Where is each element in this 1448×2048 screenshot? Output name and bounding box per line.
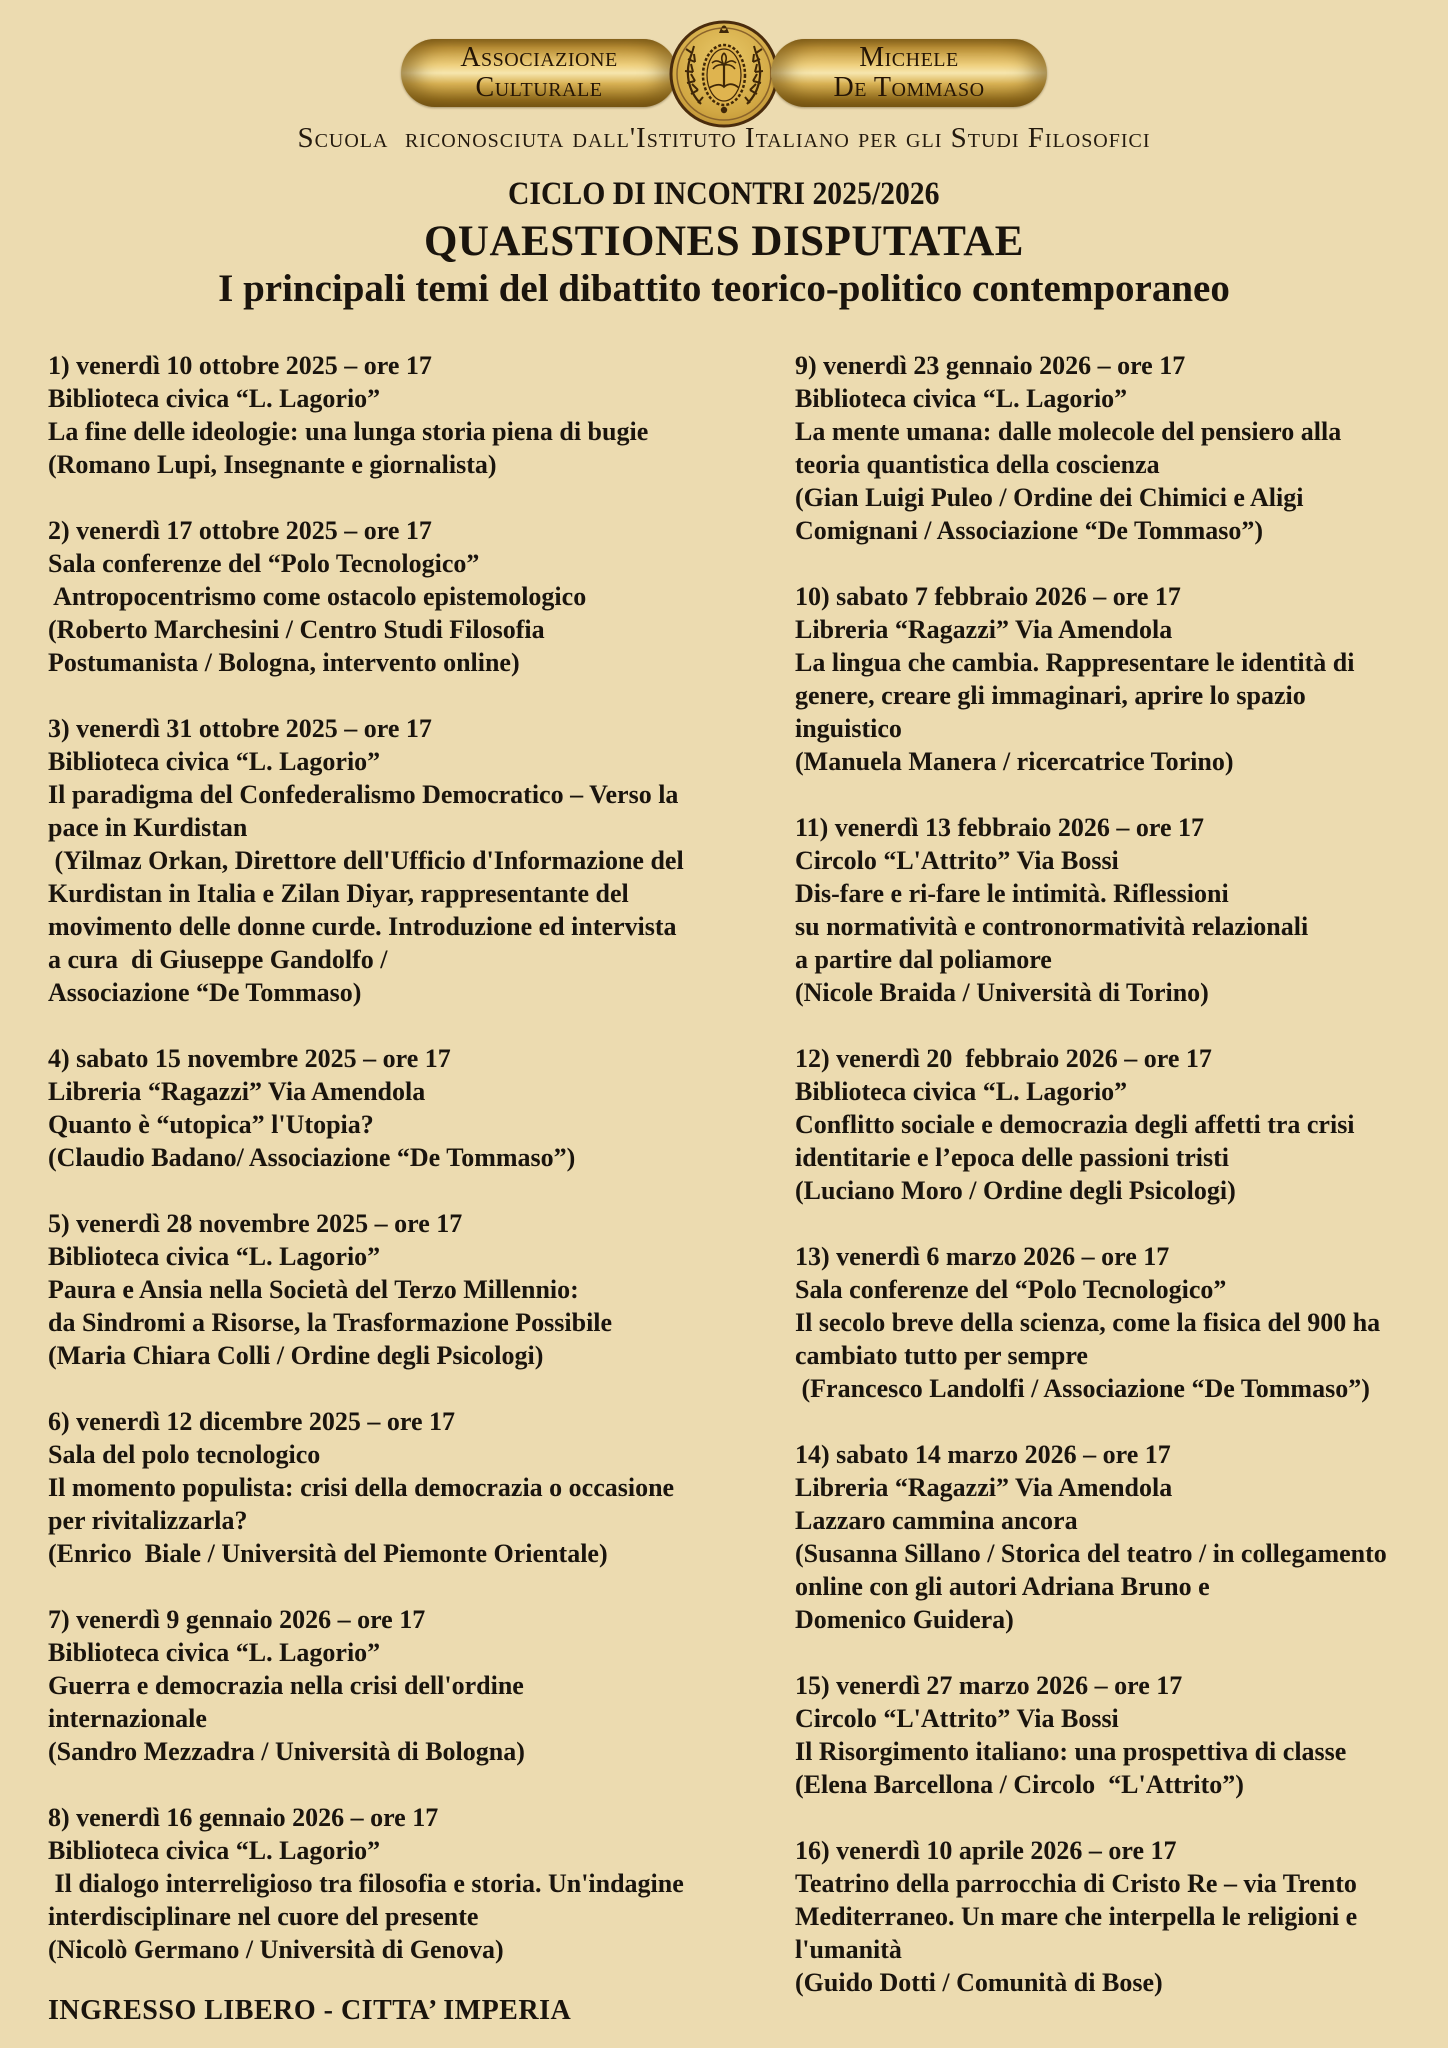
event-line: Kurdistan in Italia e Zilan Diyar, rappresentante del [48, 879, 629, 908]
event-line: (Sandro Mezzadra / Università di Bologna) [48, 1737, 525, 1766]
event-line: Guerra e democrazia nella crisi dell'ordine [48, 1671, 524, 1700]
event-line: teoria quantistica della coscienza [795, 450, 1160, 479]
event-line: Associazione “De Tommaso) [48, 978, 362, 1007]
event-line: Libreria “Ragazzi” Via Amendola [48, 1077, 426, 1106]
event-line: 13) venerdì 6 marzo 2026 – ore 17 [795, 1242, 1170, 1271]
event-line: Libreria “Ragazzi” Via Amendola [795, 1473, 1173, 1502]
event-item [48, 1405, 795, 1570]
event-line: 14) sabato 14 marzo 2026 – ore 17 [795, 1440, 1171, 1469]
logo-left-line1: Associazione [460, 42, 618, 73]
association-logo-banner [401, 20, 1047, 128]
event-line: Il secolo breve della scienza, come la fisica del 900 ha [795, 1308, 1381, 1337]
event-line: 15) venerdì 27 marzo 2026 – ore 17 [795, 1671, 1183, 1700]
event-item [48, 1207, 795, 1372]
event-line: Dis-fare e ri-fare le intimità. Riflessioni [795, 879, 1229, 908]
event-line: per rivitalizzarla? [48, 1506, 248, 1535]
event-line: Sala conferenze del “Polo Tecnologico” [795, 1275, 1227, 1304]
event-line: da Sindromi a Risorse, la Trasformazione Possibile [48, 1308, 613, 1337]
event-line: La fine delle ideologie: una lunga storia piena di bugie [48, 417, 649, 446]
event-line: Circolo “L'Attrito” Via Bossi [795, 1704, 1119, 1733]
event-line: Biblioteca civica “L. Lagorio” [795, 384, 1128, 413]
free-entry-footer: INGRESSO LIBERO - CITTA’ IMPERIA [48, 1995, 572, 2026]
page-title: QUAESTIONES DISPUTATAE [423, 218, 1024, 265]
event-item [795, 1834, 1430, 1999]
logo-right-line2: De Tommaso [833, 72, 985, 103]
event-item [795, 1042, 1430, 1207]
event-item [48, 1042, 795, 1174]
event-line: Mediterraneo. Un mare che interpella le religioni e [795, 1902, 1358, 1931]
event-line: inguistico [795, 714, 902, 743]
event-item [48, 1801, 795, 1966]
event-line: cambiato tutto per sempre [795, 1341, 1088, 1370]
event-line: (Guido Dotti / Comunità di Bose) [795, 1968, 1163, 1997]
event-line: Comignani / Associazione “De Tommaso”) [795, 516, 1264, 545]
event-line: Libreria “Ragazzi” Via Amendola [795, 615, 1173, 644]
event-line: 7) venerdì 9 gennaio 2026 – ore 17 [48, 1605, 426, 1634]
event-line: (Luciano Moro / Ordine degli Psicologi) [795, 1176, 1236, 1205]
event-line: 16) venerdì 10 aprile 2026 – ore 17 [795, 1836, 1177, 1865]
event-item [48, 1603, 795, 1768]
event-item [48, 712, 795, 1009]
event-line: (Gian Luigi Puleo / Ordine dei Chimici e Aligi [795, 483, 1304, 512]
event-line: interdisciplinare nel cuore del presente [48, 1902, 479, 1931]
school-recognition-line: Scuola riconosciuta dall'Istituto Italiano per gli Studi Filosofici [297, 122, 1151, 154]
event-line: Biblioteca civica “L. Lagorio” [48, 747, 381, 776]
event-line: 4) sabato 15 novembre 2025 – ore 17 [48, 1044, 451, 1073]
event-item [795, 349, 1430, 547]
event-line: a cura di Giuseppe Gandolfo / [48, 945, 388, 974]
event-line: 12) venerdì 20 febbraio 2026 – ore 17 [795, 1044, 1212, 1073]
series-line-text: CICLO DI INCONTRI 2025/2026 [508, 176, 940, 212]
event-item [795, 811, 1430, 1009]
event-line: identitarie e l’epoca delle passioni tristi [795, 1143, 1230, 1172]
event-line: (Elena Barcellona / Circolo “L'Attrito”) [795, 1770, 1244, 1799]
event-line: movimento delle donne curde. Introduzione ed intervista [48, 912, 677, 941]
association-emblem-icon [669, 20, 779, 128]
event-line: 2) venerdì 17 ottobre 2025 – ore 17 [48, 516, 432, 545]
event-line: Lazzaro cammina ancora [795, 1506, 1078, 1535]
event-line: Il dialogo interreligioso tra filosofia e storia. Un'indagine [48, 1869, 684, 1898]
event-line: (Nicole Braida / Università di Torino) [795, 978, 1209, 1007]
event-line: 6) venerdì 12 dicembre 2025 – ore 17 [48, 1407, 456, 1436]
event-line: genere, creare gli immaginari, aprire lo spazio [795, 681, 1306, 710]
event-line: Biblioteca civica “L. Lagorio” [795, 1077, 1128, 1106]
series-line [0, 176, 1448, 213]
event-line: Circolo “L'Attrito” Via Bossi [795, 846, 1119, 875]
event-line: 1) venerdì 10 ottobre 2025 – ore 17 [48, 351, 432, 380]
event-line: Conflitto sociale e democrazia degli affetti tra crisi [795, 1110, 1355, 1139]
event-line: (Claudio Badano/ Associazione “De Tommaso”) [48, 1143, 576, 1172]
events-columns [48, 349, 1430, 2032]
event-line: a partire dal poliamore [795, 945, 1052, 974]
logo-bar-right [771, 39, 1047, 107]
logo-bar-left [401, 39, 677, 107]
event-line: pace in Kurdistan [48, 813, 248, 842]
event-line: 3) venerdì 31 ottobre 2025 – ore 17 [48, 714, 432, 743]
event-item [795, 1438, 1430, 1636]
event-line: (Yilmaz Orkan, Direttore dell'Ufficio d'Informazione del [48, 846, 684, 875]
event-line: (Maria Chiara Colli / Ordine degli Psicologi) [48, 1341, 544, 1370]
event-line: 11) venerdì 13 febbraio 2026 – ore 17 [795, 813, 1204, 842]
event-line: La lingua che cambia. Rappresentare le identità di [795, 648, 1355, 677]
event-line: Biblioteca civica “L. Lagorio” [48, 1242, 381, 1271]
event-line: 9) venerdì 23 gennaio 2026 – ore 17 [795, 351, 1186, 380]
event-line: Teatrino della parrocchia di Cristo Re – via Trento [795, 1869, 1357, 1898]
events-column-right [795, 349, 1430, 2032]
event-line: Il momento populista: crisi della democrazia o occasione [48, 1473, 675, 1502]
event-line: Domenico Guidera) [795, 1605, 1014, 1634]
event-line: 8) venerdì 16 gennaio 2026 – ore 17 [48, 1803, 439, 1832]
event-line: Biblioteca civica “L. Lagorio” [48, 384, 381, 413]
event-item [795, 580, 1430, 778]
event-line: (Enrico Biale / Università del Piemonte Orientale) [48, 1539, 608, 1568]
event-line: La mente umana: dalle molecole del pensiero alla [795, 417, 1342, 446]
event-line: Antropocentrismo come ostacolo epistemologico [48, 582, 587, 611]
event-line: su normatività e contronormatività relazionali [795, 912, 1309, 941]
event-line: l'umanità [795, 1935, 902, 1964]
event-line: internazionale [48, 1704, 207, 1733]
event-line: Sala del polo tecnologico [48, 1440, 321, 1469]
logo-right-line1: Michele [859, 42, 959, 73]
event-line: (Roberto Marchesini / Centro Studi Filosofia [48, 615, 545, 644]
event-item [48, 349, 795, 481]
event-item [795, 1240, 1430, 1405]
event-line: Il Risorgimento italiano: una prospettiva di classe [795, 1737, 1347, 1766]
event-line: Biblioteca civica “L. Lagorio” [48, 1638, 381, 1667]
event-line: (Nicolò Germano / Università di Genova) [48, 1935, 504, 1964]
event-line: Postumanista / Bologna, intervento online) [48, 648, 520, 677]
event-line: Il paradigma del Confederalismo Democratico – Verso la [48, 780, 679, 809]
logo-left-line2: Culturale [475, 72, 603, 103]
event-line: online con gli autori Adriana Bruno e [795, 1572, 1210, 1601]
event-line: Quanto è “utopica” l'Utopia? [48, 1110, 374, 1139]
event-line: (Manuela Manera / ricercatrice Torino) [795, 747, 1234, 776]
event-line: (Francesco Landolfi / Associazione “De Tommaso”) [795, 1374, 1370, 1403]
event-item [48, 514, 795, 679]
event-line: Biblioteca civica “L. Lagorio” [48, 1836, 381, 1865]
event-line: (Romano Lupi, Insegnante e giornalista) [48, 450, 497, 479]
event-line: Paura e Ansia nella Società del Terzo Millennio: [48, 1275, 579, 1304]
event-item [795, 1669, 1430, 1801]
events-column-left [48, 349, 795, 1999]
page-subtitle: I principali temi del dibattito teorico-politico contemporaneo [218, 267, 1230, 310]
event-line: (Susanna Sillano / Storica del teatro / in collegamento [795, 1539, 1387, 1568]
event-line: Sala conferenze del “Polo Tecnologico” [48, 549, 480, 578]
event-line: 5) venerdì 28 novembre 2025 – ore 17 [48, 1209, 463, 1238]
event-line: 10) sabato 7 febbraio 2026 – ore 17 [795, 582, 1181, 611]
